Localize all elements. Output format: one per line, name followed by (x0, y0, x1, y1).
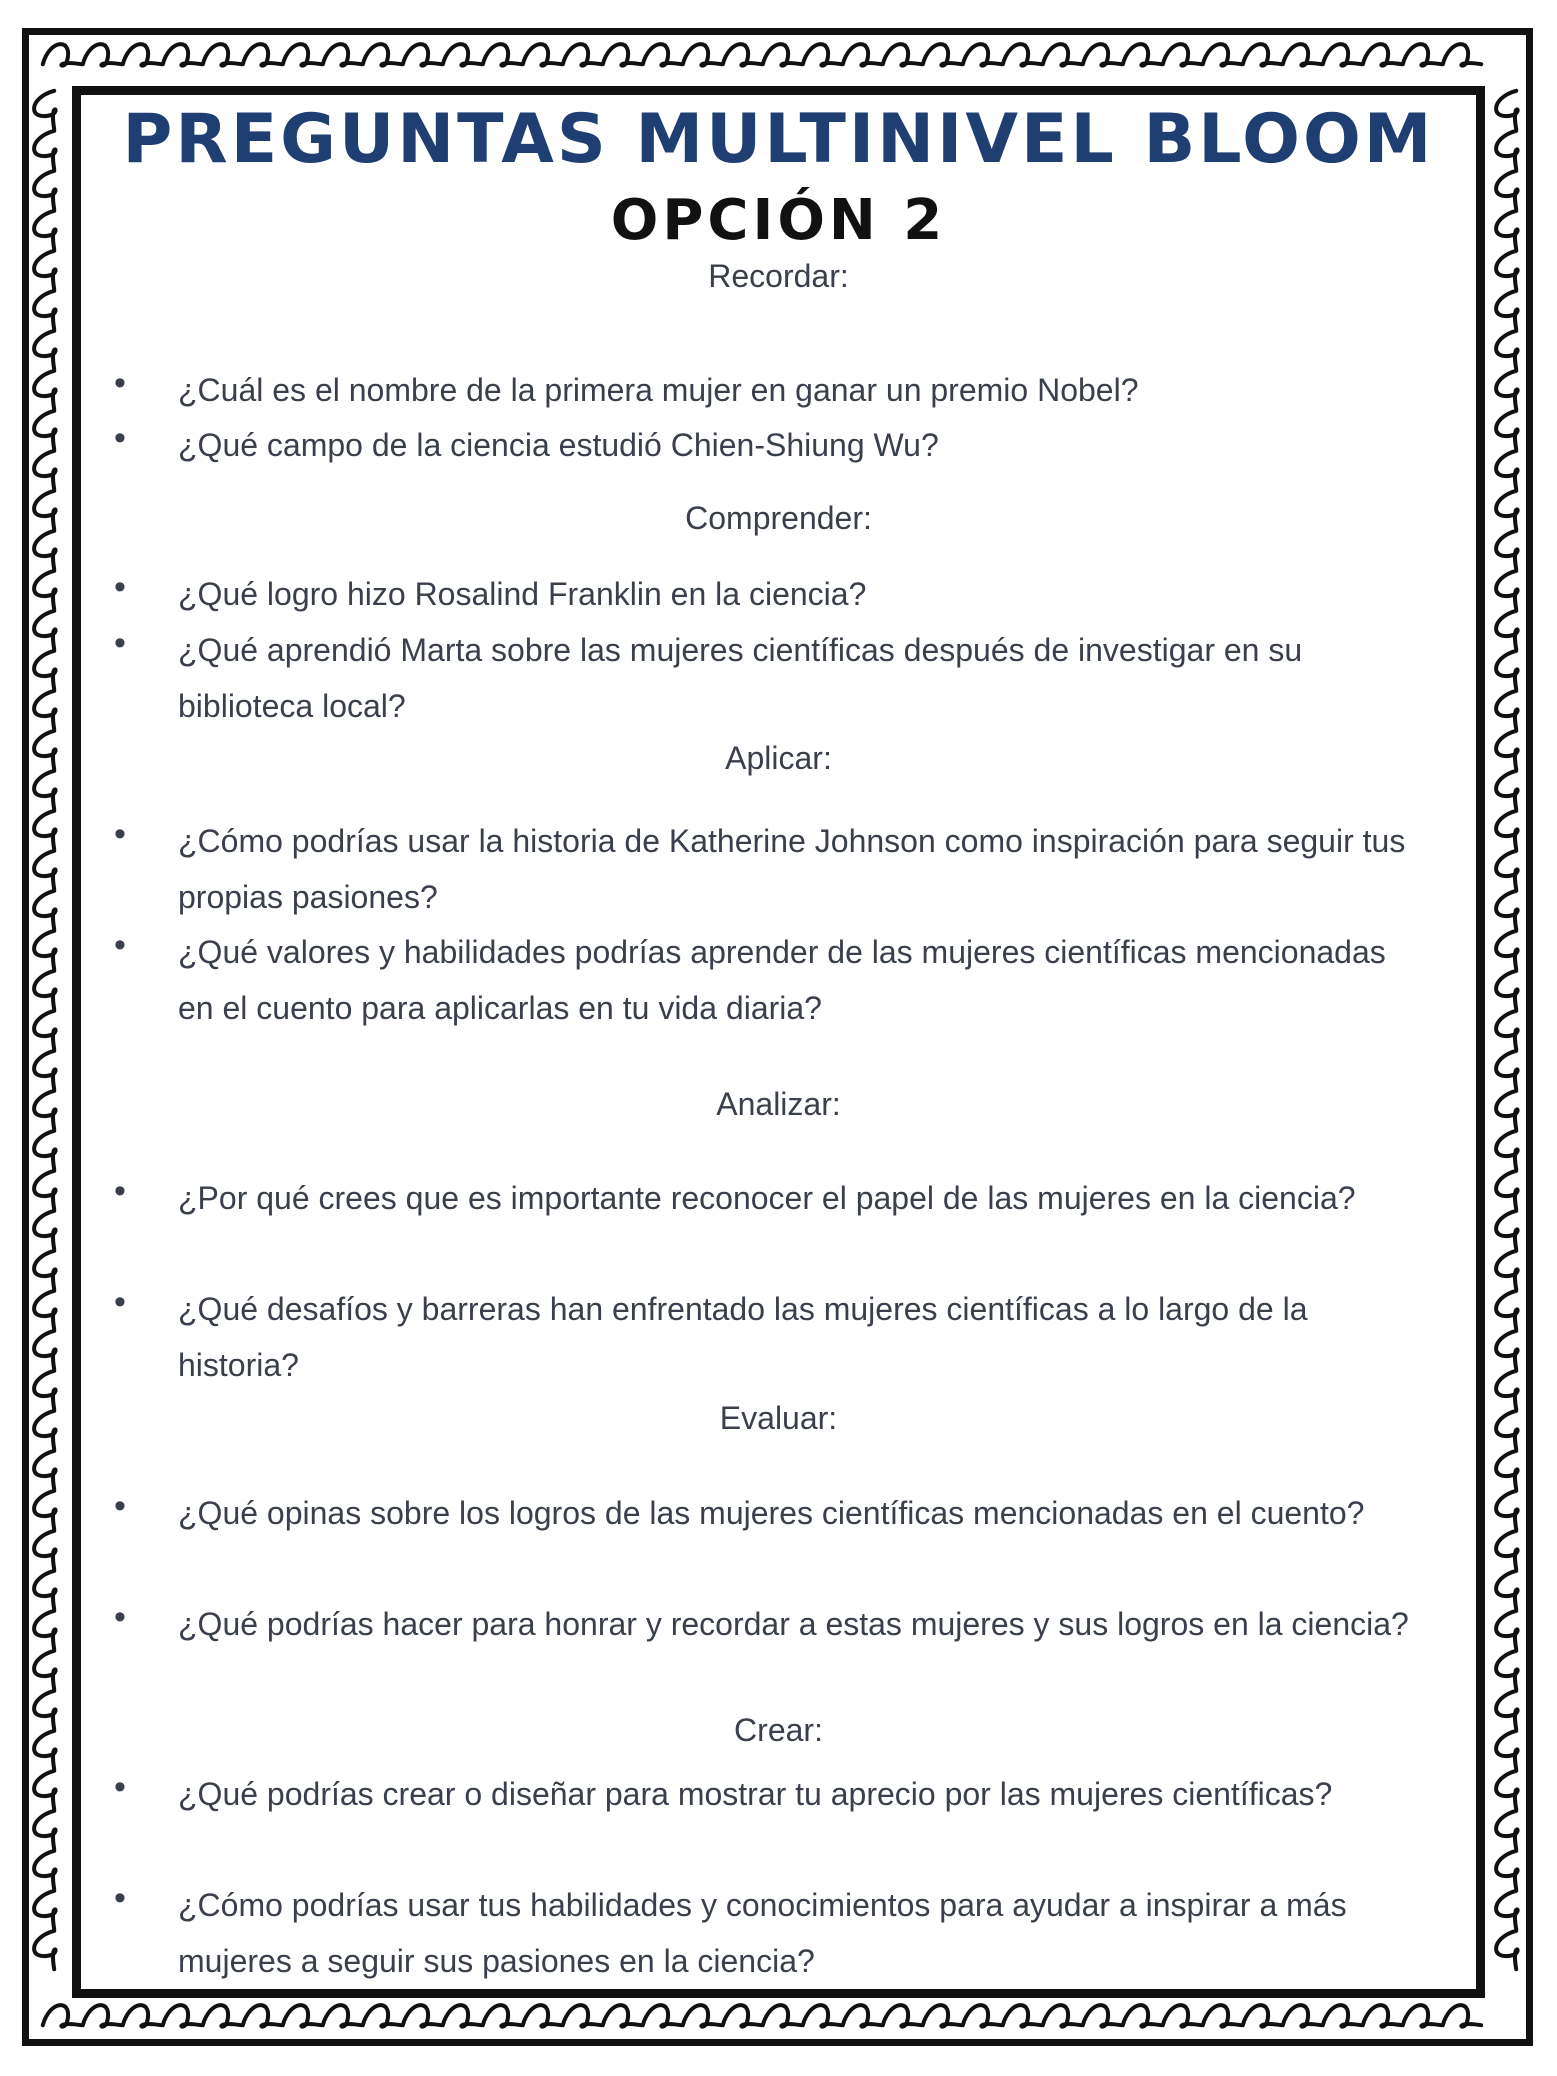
bullet-icon: • (114, 1487, 126, 1525)
question-aplicar-2: ¿Qué valores y habilidades podrías aprender de las mujeres científicas mencionadas en el cuento para aplicarlas en tu vida diaria? (178, 934, 1386, 1026)
question-crear-1: ¿Qué podrías crear o diseñar para mostrar tu aprecio por las mujeres científicas? (178, 1776, 1333, 1812)
bullet-icon: • (114, 926, 126, 964)
question-recordar-2: ¿Qué campo de la ciencia estudió Chien-Shiung Wu? (178, 427, 939, 463)
bullet-icon: • (114, 364, 126, 402)
question-comprender-1: ¿Qué logro hizo Rosalind Franklin en la ciencia? (178, 576, 867, 612)
question-evaluar-2: ¿Qué podrías hacer para honrar y recordar a estas mujeres y sus logros en la ciencia? (178, 1606, 1409, 1642)
question-analizar-2: ¿Qué desafíos y barreras han enfrentado las mujeres científicas a lo largo de la historia? (178, 1291, 1308, 1383)
bullet-icon: • (114, 815, 126, 853)
bullet-icon: • (114, 1283, 126, 1321)
bullet-icon: • (114, 1768, 126, 1806)
question-recordar-1: ¿Cuál es el nombre de la primera mujer en ganar un premio Nobel? (178, 372, 1139, 408)
bullet-icon: • (114, 568, 126, 606)
question-comprender-2: ¿Qué aprendió Marta sobre las mujeres científicas después de investigar en su biblioteca local? (178, 632, 1303, 724)
question-aplicar-1: ¿Cómo podrías usar la historia de Katherine Johnson como inspiración para seguir tus propias pasiones? (178, 823, 1406, 915)
bullet-icon: • (114, 419, 126, 457)
page-title: PREGUNTAS MULTINIVEL BLOOM (122, 100, 1435, 179)
section-heading-evaluar: Evaluar: (719, 1400, 838, 1436)
page-subtitle: OPCIÓN 2 (610, 188, 947, 253)
question-analizar-1: ¿Por qué crees que es importante reconocer el papel de las mujeres en la ciencia? (178, 1180, 1356, 1216)
question-evaluar-1: ¿Qué opinas sobre los logros de las mujeres científicas mencionadas en el cuento? (178, 1495, 1365, 1531)
section-heading-aplicar: Aplicar: (725, 740, 832, 776)
section-heading-recordar: Recordar: (708, 258, 849, 294)
section-heading-analizar: Analizar: (716, 1086, 841, 1122)
question-crear-2: ¿Cómo podrías usar tus habilidades y conocimientos para ayudar a inspirar a más mujeres a seguir sus pasiones en la ciencia? (178, 1887, 1347, 1979)
bullet-icon: • (114, 1172, 126, 1210)
bullet-icon: • (114, 1598, 126, 1636)
bullet-icon: • (114, 1879, 126, 1917)
bullet-icon: • (114, 624, 126, 662)
section-heading-crear: Crear: (734, 1712, 823, 1748)
section-heading-comprender: Comprender: (685, 500, 872, 536)
